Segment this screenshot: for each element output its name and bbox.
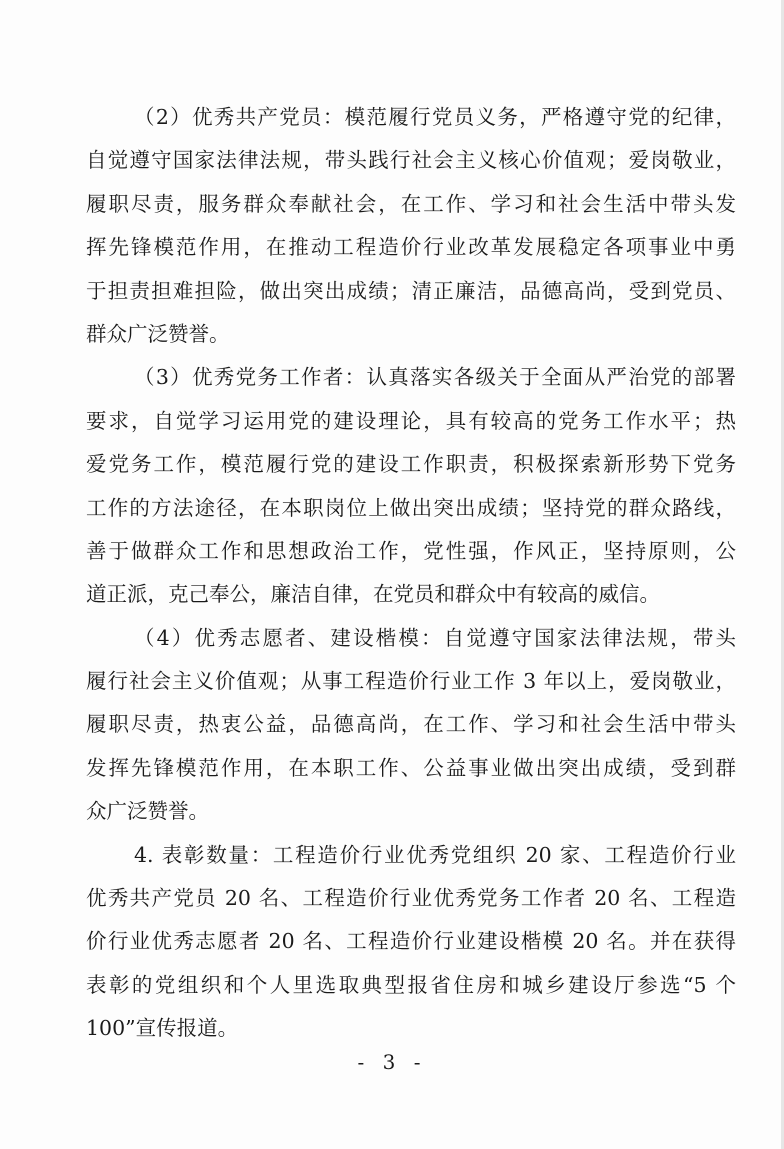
- text-line: 履职尽责，服务群众奉献社会，在工作、学习和社会生活中带头发: [86, 191, 736, 216]
- text-line: 表彰的党组织和个人里选取典型报省住房和城乡建设厅参选“5 个: [86, 972, 736, 997]
- text-line: （4）优秀志愿者、建设楷模：自觉遵守国家法律法规，带头: [134, 625, 736, 650]
- text-line: 履职尽责，热衷公益，品德高尚，在工作、学习和社会生活中带头: [86, 712, 736, 737]
- text-line: 要求，自觉学习运用党的建设理论，具有较高的党务工作水平；热: [86, 408, 736, 433]
- text-line: 发挥先锋模范作用，在本职工作、公益事业做出突出成绩，受到群: [86, 755, 736, 780]
- document-body: [86, 96, 736, 1051]
- text-line: 4. 表彰数量：工程造价行业优秀党组织 20 家、工程造价行业: [134, 842, 736, 867]
- text-line: 履行社会主义价值观；从事工程造价行业工作 3 年以上，爱岗敬业，: [86, 669, 736, 694]
- text-line: 挥先锋模范作用，在推动工程造价行业改革发展稳定各项事业中勇: [86, 235, 736, 260]
- text-line: 善于做群众工作和思想政治工作，党性强，作风正，坚持原则，公: [86, 538, 736, 563]
- text-line: 于担责担难担险，做出突出成绩；清正廉洁，品德高尚，受到党员、: [86, 278, 736, 303]
- text-line: 自觉遵守国家法律法规，带头践行社会主义核心价值观；爱岗敬业，: [86, 148, 736, 173]
- page-number: - 3 -: [357, 1050, 427, 1074]
- text-line: （3）优秀党务工作者：认真落实各级关于全面从严治党的部署: [134, 365, 736, 390]
- text-line: 众广泛赞誉。: [86, 799, 209, 824]
- text-line: （2）优秀共产党员：模范履行党员义务，严格遵守党的纪律，: [134, 105, 736, 129]
- text-line: 道正派，克己奉公，廉洁自律，在党员和群众中有较高的威信。: [86, 582, 660, 607]
- text-line: 群众广泛赞誉。: [86, 321, 230, 346]
- text-line: 优秀共产党员 20 名、工程造价行业优秀党务工作者 20 名、工程造: [86, 886, 736, 911]
- text-line: 100”宣传报道。: [86, 1016, 239, 1041]
- text-line: 价行业优秀志愿者 20 名、工程造价行业建设楷模 20 名。并在获得: [86, 929, 736, 954]
- text-line: 爱党务工作，模范履行党的建设工作职责，积极探索新形势下党务: [86, 452, 736, 477]
- text-line: 工作的方法途径，在本职岗位上做出突出成绩；坚持党的群众路线，: [86, 495, 736, 520]
